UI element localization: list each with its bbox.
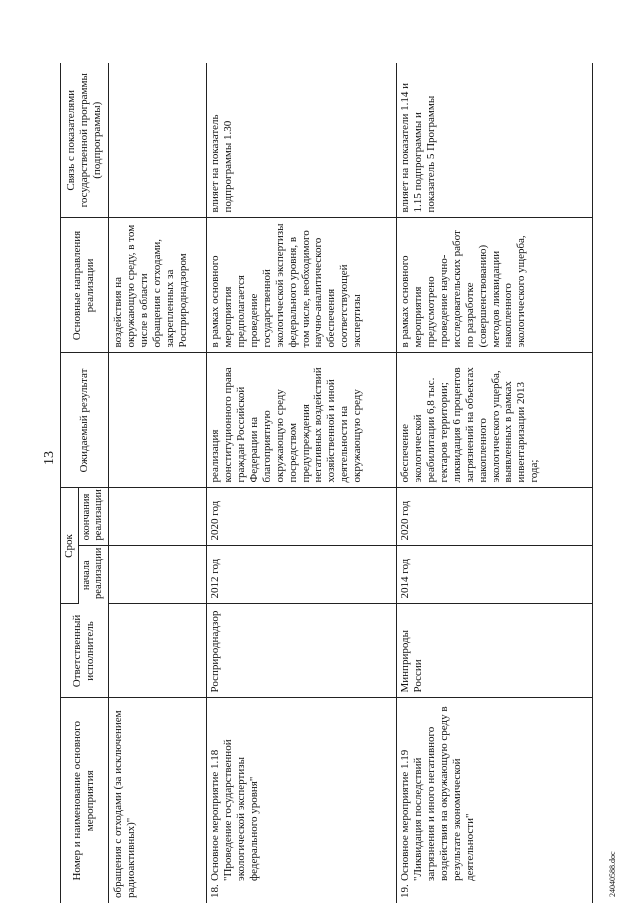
header-name: Номер и наименование основного мероприятия [61, 698, 109, 903]
row-2-link: влияет на показатели 1.14 и 1.15 подпрограммы и показатель 5 Программы [396, 63, 592, 218]
header-term: Срок [61, 488, 79, 604]
row-0-executor [108, 604, 206, 698]
row-2-directions: в рамках основного мероприятия предусмотрено проведение научно-исследовательских работ по разработке (совершенствованию) методов ликвидации накопленного экологического ущерба, [396, 218, 592, 353]
row-0-result [108, 353, 206, 488]
row-2-name-cell [396, 698, 592, 903]
row-1-directions: в рамках основного мероприятия предполагается проведение государственной экологической экспертизы федерального уровня, в том числе, необходимого научно-аналитического обеспечения соответствующей экспертизы [206, 218, 396, 353]
row-0-start [108, 546, 206, 604]
row-1-link: влияет на показатель подпрограммы 1.30 [206, 63, 396, 218]
row-1-result: реализация конституционного права граждан Российской Федерации на благоприятную окружающую среду посредством предупреждения негативных воздействий хозяйственной и иной деятельности на окружающую среду [206, 353, 396, 488]
row-1-executor: Росприроднадзор [206, 604, 396, 698]
header-executor: Ответственный исполнитель [61, 604, 109, 698]
row-2-name: Основное мероприятие 1.19 "Ликвидация последствий загрязнения и иного негативного воздействия на окружающую среду в результате экономической деятельности" [398, 706, 476, 881]
row-0-link [108, 63, 206, 218]
row-2-result: обеспечение экологической реабилитации 6,8 тыс. гектаров территории; ликвидация 6 процентов загрязнений на объектах накопленного экологического ущерба, выявленных в рамках инвентаризации 2013 года; [396, 353, 592, 488]
header-directions: Основные направления реализации [61, 218, 109, 353]
row-2-executor: Минприроды России [396, 604, 592, 698]
row-2-end: 2020 год [396, 488, 592, 546]
header-link: Связь с показателями государственной программы (подпрограммы) [61, 63, 109, 218]
row-2-start: 2014 год [396, 546, 592, 604]
program-table [60, 63, 593, 903]
header-end: окончания реализации [78, 488, 108, 546]
row-1-start: 2012 год [206, 546, 396, 604]
row-1-end: 2020 год [206, 488, 396, 546]
footer-file-code: 24040588.doc [608, 851, 617, 897]
row-2-number: 19. [398, 884, 411, 898]
row-0-name: обращения с отходами (за исключением радиоактивных)" [111, 710, 137, 898]
row-1-name: Основное мероприятие 1.18 "Проведение государственной экологической экспертизы федерального уровня" [208, 739, 260, 881]
table-row [396, 63, 592, 903]
table-header-row [61, 63, 79, 903]
row-1-name-cell [206, 698, 396, 903]
row-0-directions: воздействия на окружающую среду, в том числе в области обращения с отходами, закрепленных за Росприроднадзором [108, 218, 206, 353]
row-1-number: 18. [208, 884, 221, 898]
header-result: Ожидаемый результат [61, 353, 109, 488]
table-row [206, 63, 396, 903]
row-0-end [108, 488, 206, 546]
page-number: 13 [42, 451, 57, 465]
table-row [108, 63, 206, 903]
header-start: начала реализации [78, 546, 108, 604]
